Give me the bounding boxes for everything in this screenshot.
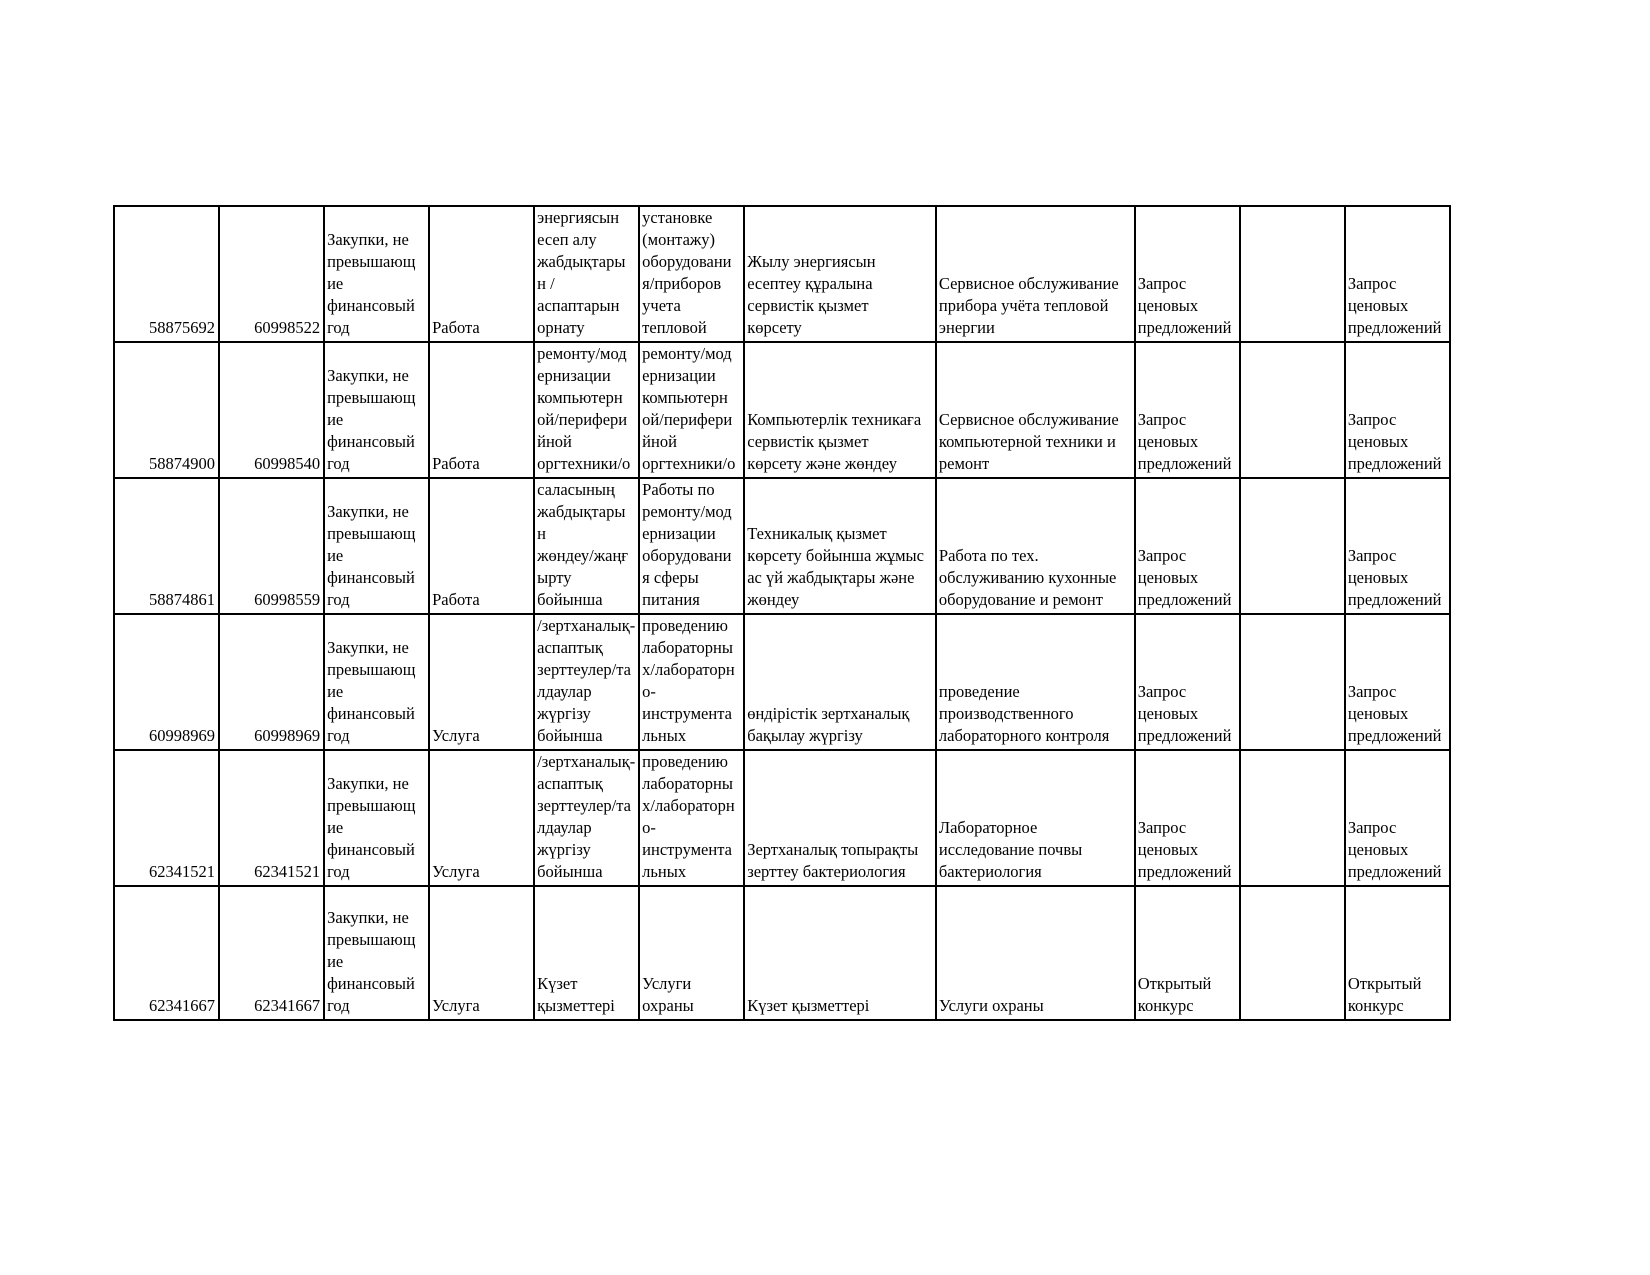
description-kz-text: Компьютерлік техникаға сервистік қызмет көрсету және жөндеу xyxy=(747,410,922,473)
purchase-type-cell xyxy=(429,750,534,886)
name-kz-text: /зертханалық- аспаптық зерттеулер/та лдаулар жүргізу бойынша xyxy=(537,616,636,745)
plan-id-cell: 62341667 xyxy=(219,886,324,1020)
procurement-method-text: Запрос ценовых предложений xyxy=(1137,410,1232,473)
table-row xyxy=(114,206,1450,342)
purchase-method-text: Закупки, не превышающ ие финансовый год xyxy=(327,908,416,1015)
procurement-table xyxy=(113,205,1451,1021)
name-kz-cell xyxy=(534,886,639,1020)
procurement-method-text: Запрос ценовых предложений xyxy=(1137,274,1232,337)
purchase-type-cell xyxy=(429,342,534,478)
name-kz-text: ремонту/мод ернизации компьютерн ой/перифери йной оргтехники/о xyxy=(537,344,631,473)
purchase-method-text: Закупки, не превышающ ие финансовый год xyxy=(327,230,416,337)
plan-id-cell: 60998969 xyxy=(219,614,324,750)
description-ru-text: Сервисное обслуживание компьютерной техники и ремонт xyxy=(938,410,1119,473)
procurement-method-cell xyxy=(1135,614,1240,750)
procurement-method-text: Запрос ценовых предложений xyxy=(1137,546,1232,609)
purchase-method-text: Закупки, не превышающ ие финансовый год xyxy=(327,366,416,473)
empty-cell xyxy=(1240,886,1345,1020)
empty-cell xyxy=(1240,478,1345,614)
description-ru-cell xyxy=(936,750,1135,886)
lot-id-cell: 60998969 xyxy=(114,614,219,750)
purchase-method-text: Закупки, не превышающ ие финансовый год xyxy=(327,774,416,881)
purchase-type-cell xyxy=(429,206,534,342)
purchase-type-text: Услуга xyxy=(432,996,480,1015)
name-ru-text: Работы по ремонту/мод ернизации оборудовани я сферы питания xyxy=(642,480,732,609)
name-ru-cell xyxy=(639,614,744,750)
description-kz-text: Зертханалық топырақты зерттеу бактериология xyxy=(747,840,919,881)
procurement-method-ru-cell xyxy=(1345,886,1450,1020)
purchase-method-text: Закупки, не превышающ ие финансовый год xyxy=(327,502,416,609)
name-kz-cell xyxy=(534,206,639,342)
procurement-method-ru-cell xyxy=(1345,614,1450,750)
description-ru-text: Услуги охраны xyxy=(938,996,1044,1015)
description-kz-cell xyxy=(744,750,936,886)
table-row xyxy=(114,614,1450,750)
description-kz-cell xyxy=(744,206,936,342)
description-kz-cell xyxy=(744,886,936,1020)
name-ru-cell xyxy=(639,206,744,342)
description-ru-cell xyxy=(936,614,1135,750)
description-ru-cell xyxy=(936,478,1135,614)
name-ru-text: проведению лабораторны х/лабораторн о- инструмента льных xyxy=(642,752,735,881)
lot-id-cell: 58874900 xyxy=(114,342,219,478)
procurement-method-ru-text: Запрос ценовых предложений xyxy=(1347,546,1442,609)
empty-cell xyxy=(1240,614,1345,750)
procurement-method-cell xyxy=(1135,206,1240,342)
description-kz-text: Техникалық қызмет көрсету бойынша жұмыс ас үй жабдықтары және жөндеу xyxy=(747,524,924,609)
name-ru-text: установке (монтажу) оборудовани я/приборов учета тепловой xyxy=(642,208,732,337)
name-ru-cell xyxy=(639,886,744,1020)
table-body xyxy=(114,206,1450,1020)
name-kz-cell xyxy=(534,614,639,750)
procurement-method-ru-text: Запрос ценовых предложений xyxy=(1347,274,1442,337)
name-ru-text: Услуги охраны xyxy=(642,974,694,1015)
procurement-method-cell xyxy=(1135,886,1240,1020)
purchase-method-cell xyxy=(324,206,429,342)
procurement-method-ru-cell xyxy=(1345,478,1450,614)
procurement-method-cell xyxy=(1135,750,1240,886)
purchase-type-cell xyxy=(429,614,534,750)
description-ru-cell xyxy=(936,886,1135,1020)
description-ru-text: Лабораторное исследование почвы бактериология xyxy=(938,818,1083,881)
procurement-method-ru-cell xyxy=(1345,206,1450,342)
purchase-type-text: Услуга xyxy=(432,862,480,881)
plan-id-cell: 60998559 xyxy=(219,478,324,614)
name-kz-text: /зертханалық- аспаптық зерттеулер/та лдаулар жүргізу бойынша xyxy=(537,752,636,881)
name-ru-cell xyxy=(639,478,744,614)
purchase-type-cell xyxy=(429,478,534,614)
purchase-type-text: Работа xyxy=(432,590,480,609)
name-ru-cell xyxy=(639,750,744,886)
purchase-method-cell xyxy=(324,342,429,478)
procurement-method-ru-text: Запрос ценовых предложений xyxy=(1347,410,1442,473)
table-row xyxy=(114,750,1450,886)
purchase-type-cell xyxy=(429,886,534,1020)
empty-cell xyxy=(1240,750,1345,886)
name-kz-cell xyxy=(534,478,639,614)
description-ru-text: Работа по тех. обслуживанию кухонные оборудование и ремонт xyxy=(938,546,1117,609)
purchase-method-cell xyxy=(324,886,429,1020)
plan-id-cell: 60998522 xyxy=(219,206,324,342)
purchase-method-text: Закупки, не превышающ ие финансовый год xyxy=(327,638,416,745)
name-kz-text: саласының жабдықтары н жөндеу/жаңғ ырту бойынша xyxy=(537,480,629,609)
name-kz-text: Күзет қызметтері xyxy=(537,974,615,1015)
empty-cell xyxy=(1240,206,1345,342)
procurement-method-text: Открытый конкурс xyxy=(1137,974,1212,1015)
name-kz-cell xyxy=(534,342,639,478)
purchase-type-text: Услуга xyxy=(432,726,480,745)
procurement-method-ru-cell xyxy=(1345,750,1450,886)
procurement-method-ru-text: Запрос ценовых предложений xyxy=(1347,818,1442,881)
description-kz-cell xyxy=(744,342,936,478)
purchase-method-cell xyxy=(324,614,429,750)
description-kz-text: өндірістік зертханалық бақылау жүргізу xyxy=(747,704,910,745)
procurement-method-cell xyxy=(1135,342,1240,478)
procurement-method-ru-text: Открытый конкурс xyxy=(1347,974,1422,1015)
procurement-method-text: Запрос ценовых предложений xyxy=(1137,682,1232,745)
description-ru-text: проведение производственного лабораторного контроля xyxy=(938,682,1110,745)
description-kz-text: Күзет қызметтері xyxy=(747,996,870,1015)
lot-id-cell: 58874861 xyxy=(114,478,219,614)
purchase-type-text: Работа xyxy=(432,318,480,337)
procurement-method-text: Запрос ценовых предложений xyxy=(1137,818,1232,881)
description-ru-cell xyxy=(936,342,1135,478)
plan-id-cell: 62341521 xyxy=(219,750,324,886)
procurement-method-ru-cell xyxy=(1345,342,1450,478)
description-kz-text: Жылу энергиясын есептеу құралына сервистік қызмет көрсету xyxy=(747,252,876,337)
description-kz-cell xyxy=(744,614,936,750)
description-ru-cell xyxy=(936,206,1135,342)
lot-id-cell: 62341521 xyxy=(114,750,219,886)
table-row xyxy=(114,478,1450,614)
name-kz-cell xyxy=(534,750,639,886)
name-ru-text: ремонту/мод ернизации компьютерн ой/перифери йной оргтехники/о xyxy=(642,344,736,473)
description-kz-cell xyxy=(744,478,936,614)
plan-id-cell: 60998540 xyxy=(219,342,324,478)
empty-cell xyxy=(1240,342,1345,478)
name-ru-text: проведению лабораторны х/лабораторн о- инструмента льных xyxy=(642,616,735,745)
name-kz-text: энергиясын есеп алу жабдықтары н / аспаптарын орнату xyxy=(537,208,626,337)
purchase-method-cell xyxy=(324,750,429,886)
purchase-type-text: Работа xyxy=(432,454,480,473)
lot-id-cell: 62341667 xyxy=(114,886,219,1020)
procurement-method-ru-text: Запрос ценовых предложений xyxy=(1347,682,1442,745)
table-row xyxy=(114,886,1450,1020)
purchase-method-cell xyxy=(324,478,429,614)
procurement-method-cell xyxy=(1135,478,1240,614)
table-row xyxy=(114,342,1450,478)
lot-id-cell: 58875692 xyxy=(114,206,219,342)
description-ru-text: Сервисное обслуживание прибора учёта тепловой энергии xyxy=(938,274,1119,337)
name-ru-cell xyxy=(639,342,744,478)
